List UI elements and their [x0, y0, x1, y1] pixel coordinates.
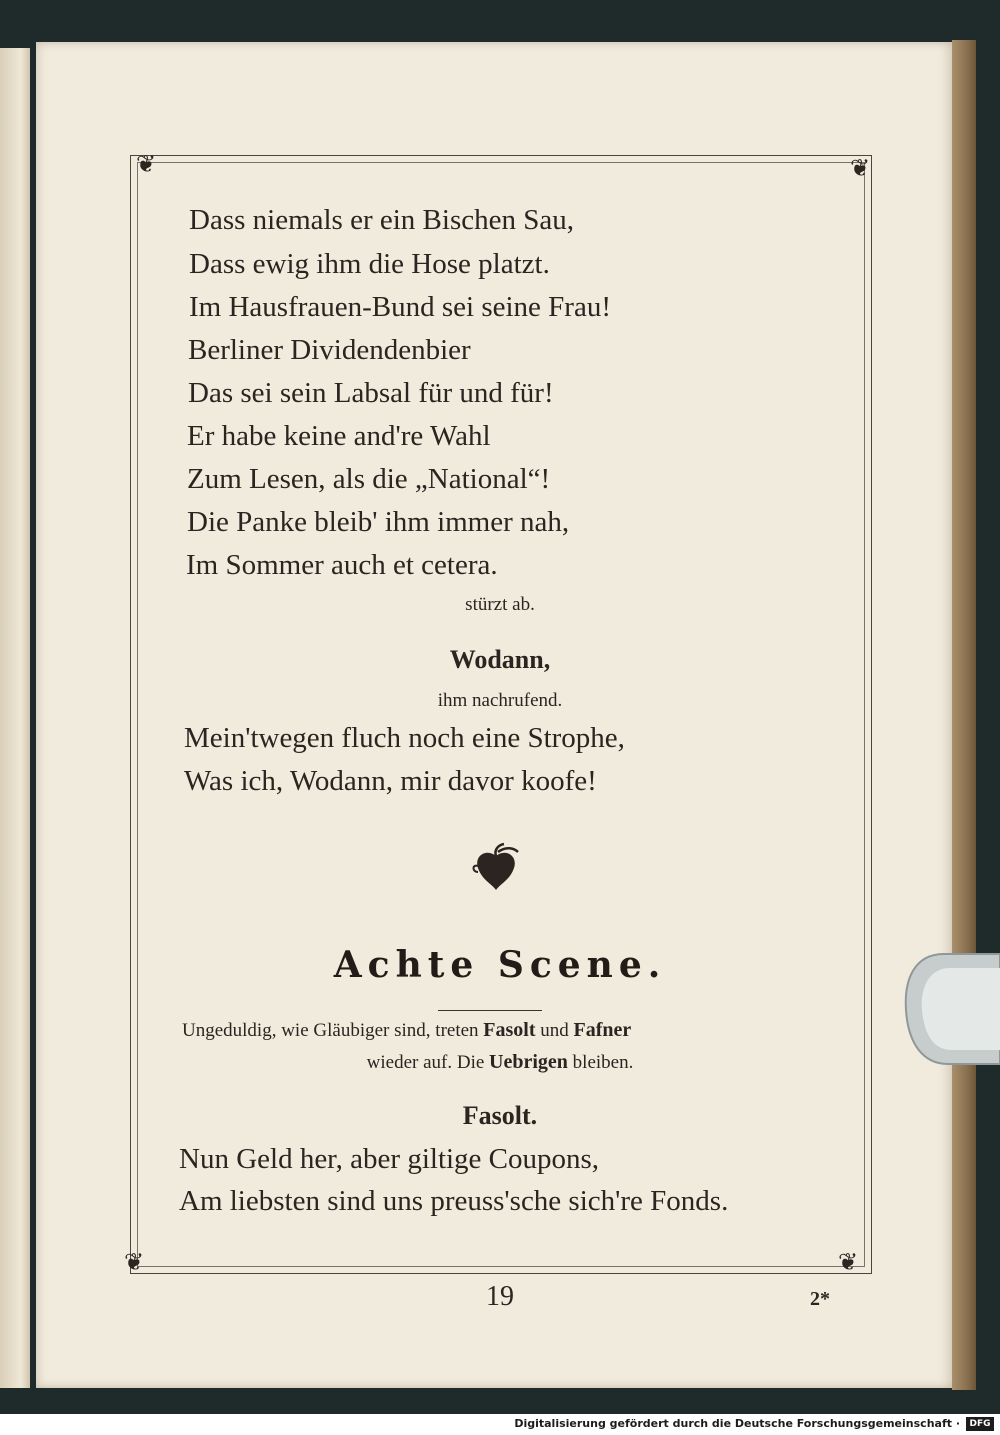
verse-line: Im Hausfrauen-Bund sei seine Frau!: [189, 291, 611, 323]
scene-heading: Achte Scene.: [333, 944, 667, 986]
character-name: Uebrigen: [489, 1051, 568, 1073]
speaker-name: Wodann,: [449, 645, 551, 674]
verse-line: Er habe keine and're Wahl: [187, 420, 491, 452]
stage-direction-text: wieder auf. Die: [366, 1052, 485, 1073]
verse-line: Was ich, Wodann, mir davor koofe!: [184, 765, 597, 797]
verse-line: Mein'twegen fluch noch eine Strophe,: [184, 722, 625, 754]
footer-bar: [0, 1414, 1000, 1435]
corner-ornament-icon: ❦: [849, 154, 871, 182]
stage-direction-text: Ungeduldig, wie Gläubiger sind, treten: [182, 1020, 479, 1041]
verse-line: Das sei sein Labsal für und für!: [188, 377, 554, 409]
verse-line: Nun Geld her, aber giltige Coupons,: [179, 1143, 600, 1175]
stage-direction-line: [0, 1051, 1000, 1074]
stage-direction-text: bleiben.: [572, 1052, 634, 1073]
stage-direction: ihm nachrufend.: [437, 690, 563, 711]
verse-line: Die Panke bleib' ihm immer nah,: [187, 506, 570, 538]
stage-direction-text: und: [540, 1020, 569, 1041]
page-clip-icon: [900, 950, 1000, 1068]
signature-mark: 2*: [810, 1288, 830, 1310]
verse-line: Dass ewig ihm die Hose platzt.: [189, 248, 550, 280]
stage-direction-line: [182, 1019, 631, 1042]
verse-line: Berliner Dividendenbier: [188, 334, 471, 366]
corner-ornament-icon: ❦: [837, 1248, 859, 1276]
left-page-edge: [0, 48, 30, 1388]
page-number: 19: [486, 1281, 514, 1312]
verse-line: Im Sommer auch et cetera.: [186, 549, 498, 581]
verse-line: Am liebsten sind uns preuss'sche sich're Fonds.: [179, 1185, 729, 1217]
corner-ornament-icon: ❦: [135, 150, 157, 178]
footer-credit: Digitalisierung gefördert durch die Deutsche Forschungsgemeinschaft ·: [514, 1417, 960, 1430]
character-name: Fasolt: [483, 1019, 536, 1041]
stage-direction: stürzt ab.: [465, 594, 535, 615]
corner-ornament-icon: ❦: [123, 1248, 145, 1276]
speaker-name: Fasolt.: [462, 1101, 538, 1130]
fleuron-ornament-icon: [468, 842, 524, 894]
character-name: Fafner: [573, 1019, 632, 1041]
dfg-logo: DFG: [966, 1417, 994, 1431]
verse-line: Dass niemals er ein Bischen Sau,: [189, 204, 574, 236]
verse-line: Zum Lesen, als die „National“!: [187, 463, 551, 495]
heading-rule: [438, 1010, 542, 1011]
